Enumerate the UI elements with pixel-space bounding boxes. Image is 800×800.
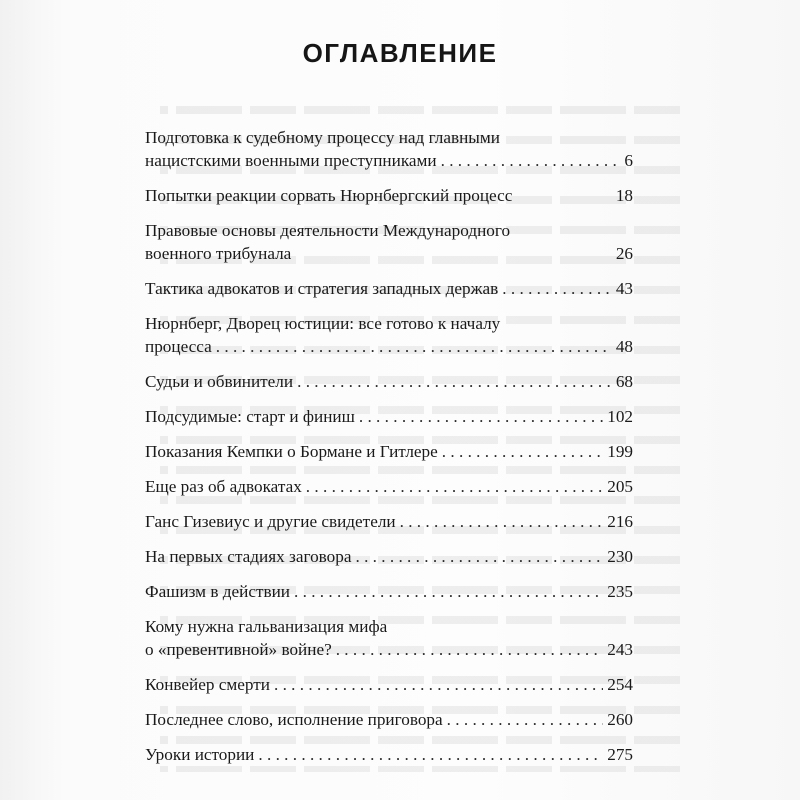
toc-page-number: 6 xyxy=(624,151,633,170)
toc-entry-title: Ганс Гизевиус и другие свидетели xyxy=(145,512,396,531)
dot-leader xyxy=(297,370,612,393)
toc-entry[interactable] xyxy=(145,312,633,358)
dot-leader xyxy=(359,405,603,428)
dot-leader xyxy=(258,743,603,766)
toc-entry[interactable] xyxy=(145,708,633,731)
toc-entry[interactable] xyxy=(145,370,633,393)
toc-entry[interactable] xyxy=(145,743,633,766)
dot-leader xyxy=(306,475,603,498)
toc-entry-title: Кому нужна гальванизация мифа xyxy=(145,617,388,636)
toc-entry-title: Подсудимые: старт и финиш xyxy=(145,407,355,426)
toc-entry-title: Правовые основы деятельности Международного xyxy=(145,221,511,240)
toc-page-number: 275 xyxy=(607,745,633,764)
toc-page-number: 199 xyxy=(607,442,633,461)
toc-page-number: 205 xyxy=(607,477,633,496)
toc-page-number: 18 xyxy=(615,186,633,205)
toc-entry-title: о «превентивной» войне? xyxy=(145,640,332,659)
toc-page-number: 260 xyxy=(607,710,633,729)
toc-entry-title: На первых стадиях заговора xyxy=(145,547,352,566)
toc-page-number: 243 xyxy=(607,640,633,659)
toc-page-number: 102 xyxy=(607,407,633,426)
dot-leader xyxy=(216,335,612,358)
toc-entry[interactable] xyxy=(145,580,633,603)
toc-entry[interactable] xyxy=(145,510,633,533)
toc-entry-title: Подготовка к судебному процессу над главными xyxy=(145,128,500,147)
toc-entry-title: нацистскими военными преступниками xyxy=(145,151,437,170)
dot-leader xyxy=(442,440,603,463)
toc-entry-title: военного трибунала xyxy=(145,244,292,263)
toc-entry-title: Еще раз об адвокатах xyxy=(145,477,302,496)
dot-leader xyxy=(355,545,603,568)
toc-page-number: 254 xyxy=(607,675,633,694)
dot-leader xyxy=(294,580,603,603)
dot-leader xyxy=(441,149,621,172)
toc-page-number: 230 xyxy=(607,547,633,566)
toc-page-number: 26 xyxy=(615,244,633,263)
toc-entry[interactable] xyxy=(145,126,633,172)
toc-entry[interactable] xyxy=(145,475,633,498)
toc-entry[interactable] xyxy=(145,545,633,568)
toc-entry[interactable] xyxy=(145,219,633,265)
dot-leader xyxy=(274,673,603,696)
dot-leader xyxy=(400,510,604,533)
toc-page-number: 43 xyxy=(615,279,633,298)
toc-entry[interactable] xyxy=(145,673,633,696)
dot-leader xyxy=(502,277,612,300)
toc-entry-title: Последнее слово, исполнение приговора xyxy=(145,710,443,729)
toc-entry-title: Конвейер смерти xyxy=(145,675,270,694)
page-title: ОГЛАВЛЕНИЕ xyxy=(302,38,498,68)
toc-entry-title: Тактика адвокатов и стратегия западных держав xyxy=(145,279,499,298)
toc-entry-title: Судьи и обвинители xyxy=(145,372,294,391)
dot-leader xyxy=(447,708,604,731)
toc-page-number: 68 xyxy=(615,372,633,391)
toc-entry-title: Фашизм в действии xyxy=(145,582,290,601)
toc-entry-title: Нюрнберг, Дворец юстиции: все готово к началу xyxy=(145,314,501,333)
dot-leader xyxy=(336,638,604,661)
toc-entry[interactable] xyxy=(145,184,633,207)
toc-entry-title: Уроки истории xyxy=(145,745,255,764)
toc-page-number: 48 xyxy=(615,337,633,356)
toc-page-number: 235 xyxy=(607,582,633,601)
toc-entry[interactable] xyxy=(145,440,633,463)
toc-entry-title: процесса xyxy=(145,337,212,356)
toc-entry-title: Показания Кемпки о Бормане и Гитлере xyxy=(145,442,438,461)
toc-page-number: 216 xyxy=(607,512,633,531)
toc-entry[interactable] xyxy=(145,405,633,428)
toc-entry-title: Попытки реакции сорвать Нюрнбергский процесс xyxy=(145,186,513,205)
table-of-contents xyxy=(145,126,633,778)
toc-entry[interactable] xyxy=(145,277,633,300)
toc-entry[interactable] xyxy=(145,615,633,661)
